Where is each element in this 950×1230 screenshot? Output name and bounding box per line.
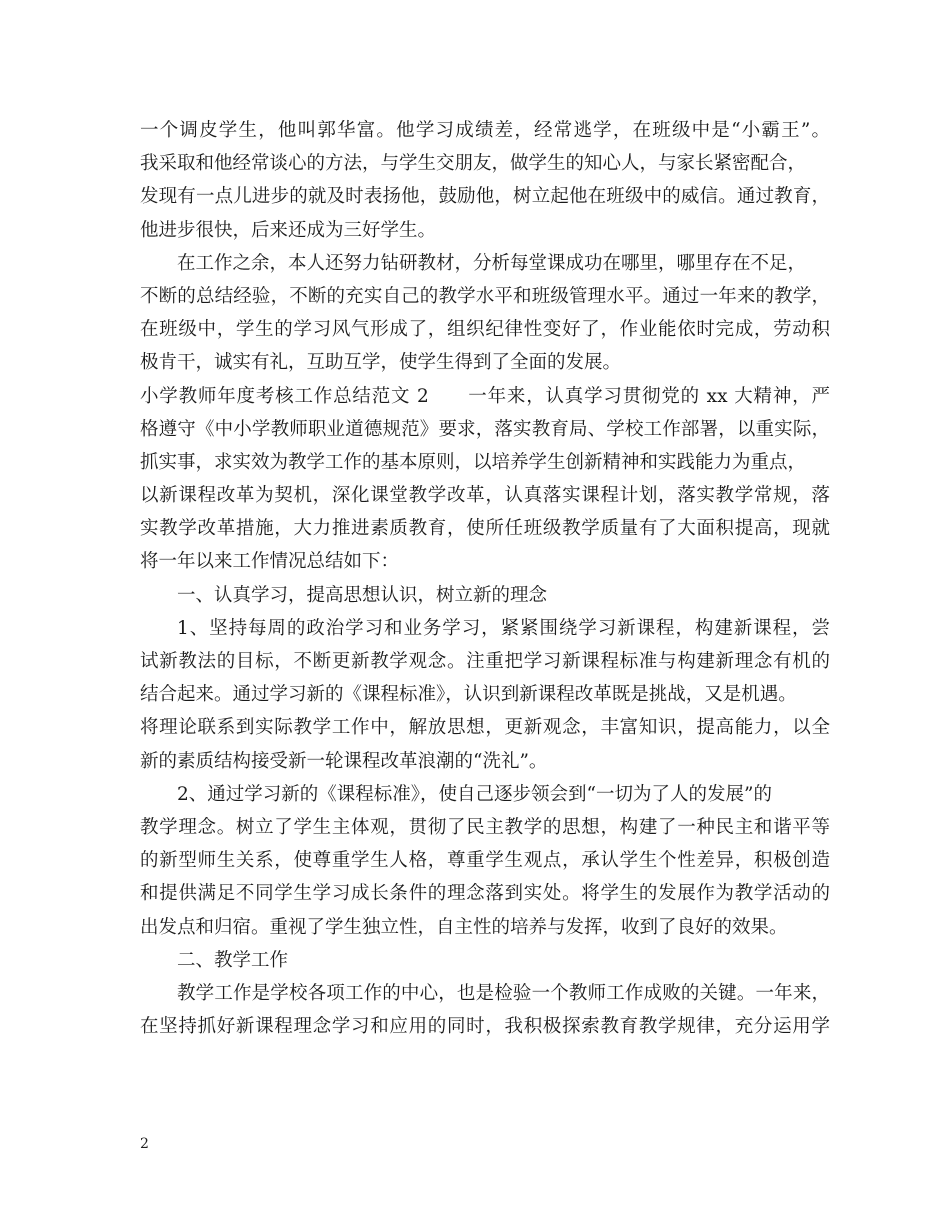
text-line: 2、通过学习新的《课程标准》，使自己逐步领会到“一切为了人的发展”的 [177,783,772,805]
text-line: 出发点和归宿。重视了学生独立性，自主性的培养与发挥，收到了良好的效果。 [140,916,788,938]
text-line: 抓实事，求实效为教学工作的基本原则，以培养学生创新精神和实践能力为重点， [140,451,807,473]
text-line: 将理论联系到实际教学工作中，解放思想，更新观念，丰富知识，提高能力，以全 [140,717,830,739]
text-line: 教学理念。树立了学生主体观，贯彻了民主教学的思想，构建了一种民主和谐平等 [140,816,830,838]
text-line: 和提供满足不同学生学习成长条件的理念落到实处。将学生的发展作为教学活动的 [140,883,830,905]
text-line: 发现有一点儿进步的就及时表扬他，鼓励他，树立起他在班级中的威信。通过教育， [140,186,830,208]
text-line: 在工作之余，本人还努力钻研教材，分析每堂课成功在哪里，哪里存在不足， [177,252,807,274]
text-line: 在坚持抓好新课程理念学习和应用的同时，我积极探索教育教学规律，充分运用学 [140,1016,830,1038]
text-line: 新的素质结构接受新一轮课程改革浪潮的“洗礼”。 [140,750,548,772]
text-line: 在班级中，学生的学习风气形成了，组织纪律性变好了，作业能依时完成，劳动积 [140,319,830,341]
text-line: 极肯干，诚实有礼，互助互学，使学生得到了全面的发展。 [140,352,622,374]
text-line: 教学工作是学校各项工作的中心，也是检验一个教师工作成败的关键。一年来， [177,982,830,1004]
page-number: 2 [140,1136,149,1152]
text-line: 1、坚持每周的政治学习和业务学习，紧紧围绕学习新课程，构建新课程，尝 [177,617,830,639]
text-line: 实教学改革措施，大力推进素质教育，使所任班级教学质量有了大面积提高，现就 [140,518,830,540]
text-line: 一、认真学习，提高思想认识，树立新的理念 [177,584,548,606]
text-line: 格遵守《中小学教师职业道德规范》要求，落实教育局、学校工作部署，以重实际， [140,418,830,440]
text-line: 试新教法的目标，不断更新教学观念。注重把学习新课程标准与构建新理念有机的 [140,651,830,672]
text-line: 不断的总结经验，不断的充实自己的教学水平和班级管理水平。通过一年来的教学， [140,285,830,307]
text-line: 结合起来。通过学习新的《课程标准》，认识到新课程改革既是挑战，又是机遇。 [140,684,797,706]
document-body [140,114,830,1043]
text-line: 以新课程改革为契机，深化课堂教学改革，认真落实课程计划，落实教学常规，落 [140,485,830,507]
text-line: 他进步很快，后来还成为三好学生。 [140,219,437,241]
text-line: 我采取和他经常谈心的方法，与学生交朋友，做学生的知心人，与家长紧密配合， [140,153,807,175]
text-line: 一个调皮学生，他叫郭华富。他学习成绩差，经常逃学，在班级中是“小霸王”。 [140,120,830,141]
text-line: 二、教学工作 [177,949,289,971]
text-line: 的新型师生关系，使尊重学生人格，尊重学生观点，承认学生个性差异，积极创造 [140,850,830,872]
text-line: 将一年以来工作情况总结如下： [140,551,400,573]
text-line: 小学教师年度考核工作总结范文 2 一年来，认真学习贯彻党的 xx 大精神，严 [140,385,830,407]
